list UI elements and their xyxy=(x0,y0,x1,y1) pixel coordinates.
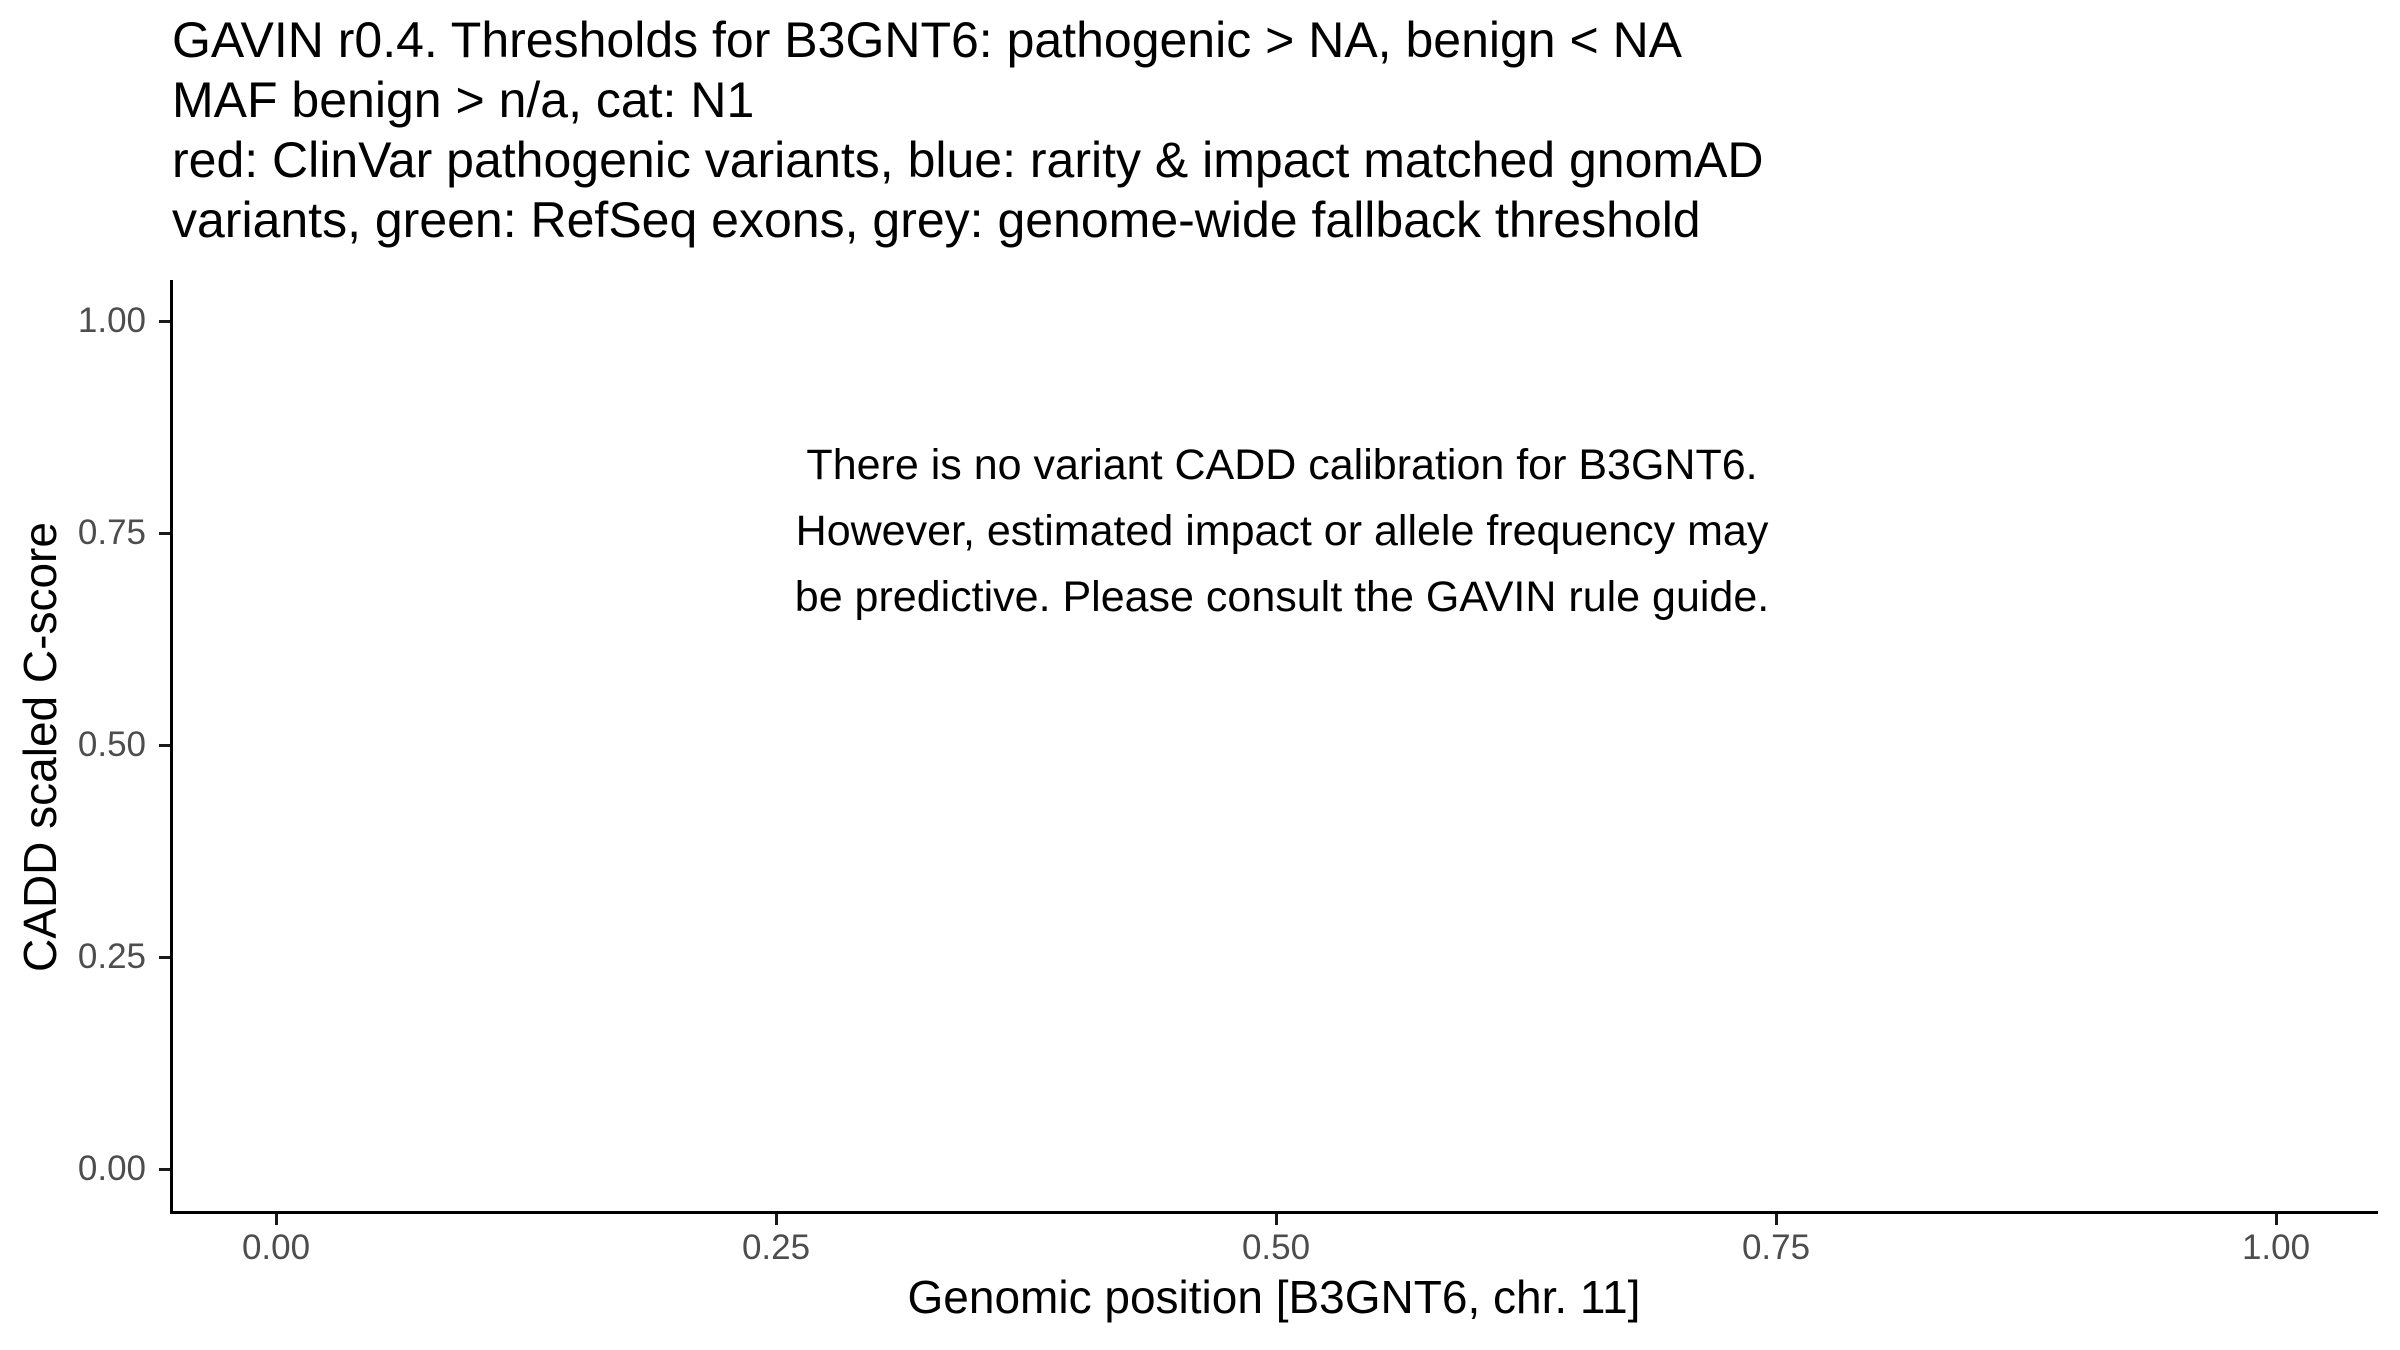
plot-title-line-2: MAF benign > n/a, cat: N1 xyxy=(172,72,755,128)
x-tick-label: 0.00 xyxy=(241,1228,311,1267)
x-axis-title: Genomic position [B3GNT6, chr. 11] xyxy=(907,1271,1641,1323)
plot-title-line-4: variants, green: RefSeq exons, grey: genome-wide fallback threshold xyxy=(172,192,1701,248)
x-tick-mark xyxy=(1275,1214,1278,1225)
y-tick-label: 0.25 xyxy=(77,937,146,976)
y-tick-mark xyxy=(159,744,170,747)
x-tick-label: 0.75 xyxy=(1741,1228,1811,1267)
annotation-line-2: However, estimated impact or allele frequency may xyxy=(795,507,1769,555)
annotation-line-3: be predictive. Please consult the GAVIN rule guide. xyxy=(794,573,1770,621)
x-tick-mark xyxy=(2275,1214,2278,1225)
x-tick-label: 0.25 xyxy=(741,1228,811,1267)
y-tick-label: 1.00 xyxy=(77,301,146,340)
x-tick-mark xyxy=(275,1214,278,1225)
plot-title-line-1: GAVIN r0.4. Thresholds for B3GNT6: pathogenic > NA, benign < NA xyxy=(172,12,1683,68)
y-tick-mark xyxy=(159,320,170,323)
annotation-line-1: There is no variant CADD calibration for B3GNT6. xyxy=(806,441,1758,489)
plot-panel xyxy=(170,280,2378,1214)
plot-title xyxy=(172,10,1763,250)
x-tick-label: 0.50 xyxy=(1241,1228,1311,1267)
plot-title-line-3: red: ClinVar pathogenic variants, blue: rarity & impact matched gnomAD xyxy=(172,132,1764,188)
y-tick-mark xyxy=(159,532,170,535)
x-tick-mark xyxy=(1775,1214,1778,1225)
y-tick-label: 0.00 xyxy=(77,1149,146,1188)
y-axis-title xyxy=(0,280,80,1214)
y-tick-label: 0.50 xyxy=(77,725,146,764)
x-tick-label: 1.00 xyxy=(2241,1228,2311,1267)
x-tick-mark xyxy=(775,1214,778,1225)
y-tick-mark xyxy=(159,1168,170,1171)
annotation-text xyxy=(170,432,2394,630)
y-tick-mark xyxy=(159,956,170,959)
y-axis-title-text: CADD scaled C-score xyxy=(14,522,66,972)
y-tick-label: 0.75 xyxy=(77,513,146,552)
